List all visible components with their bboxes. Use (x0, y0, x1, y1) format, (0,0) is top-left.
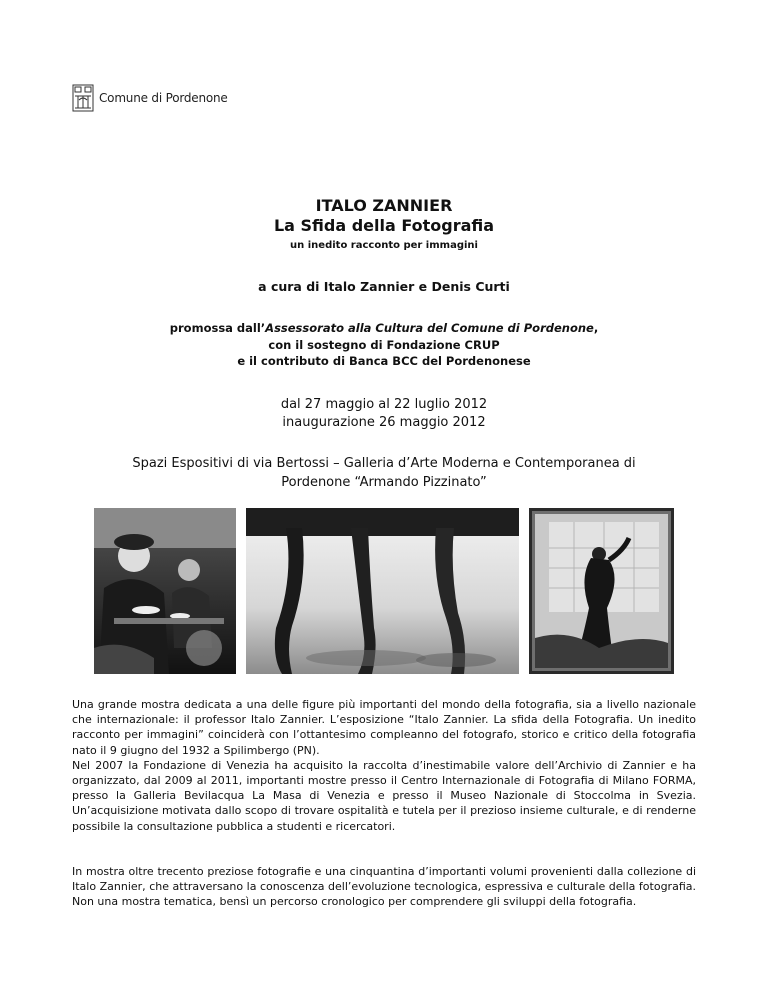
photo-strip (94, 508, 674, 674)
exhibition-title: La Sfida della Fotografia (273, 216, 495, 235)
exhibition-artist: ITALO ZANNIER (315, 196, 453, 215)
content-paragraph-text: In mostra oltre trecento preziose fotografie e una cinquantina d’importanti volumi provenienti dalla collezione di Italo Zannier, che attraversano la conoscenza dell’evoluzione tecnologica, espressiva e culturale della fotografia. Non una mostra tematica, bensì un percorso cronologico per comprendere gli sviluppi della fotografia. (72, 865, 696, 909)
venue-block (0, 455, 768, 492)
city-seal-icon (72, 84, 94, 112)
photo-horse-legs (246, 508, 519, 674)
logo-text: Comune di Pordenone (99, 91, 228, 105)
promotion-assessorato: Assessorato alla Cultura del Comune di Pordenone (265, 321, 594, 335)
venue-line-1: Spazi Espositivi di via Bertossi – Galleria d’Arte Moderna e Contemporanea di (132, 456, 636, 471)
curators: a cura di Italo Zannier e Denis Curti (258, 279, 510, 294)
photo-cafe-figures (94, 508, 236, 674)
opening-date: inaugurazione 26 maggio 2012 (282, 415, 486, 430)
intro-paragraph (72, 697, 696, 834)
exhibition-dates: dal 27 maggio al 22 luglio 2012 (280, 397, 488, 412)
promotion-block (0, 320, 768, 370)
intro-paragraph-part-1: Una grande mostra dedicata a una delle figure più importanti del mondo della fotografia, sia a livello nazionale che internazionale: il professor Italo Zannier. L’esposizione “Italo Zannier. La sfida della Fotografia. Un inedito racconto per immagini” coinciderà con l’ottantesimo compleanno del fotografo, storico e critico della fotografia nato il 9 giugno del 1932 a Spilimbergo (PN). (72, 698, 696, 757)
intro-paragraph-part-2: Nel 2007 la Fondazione di Venezia ha acquisito la raccolta d’inestimabile valore dell’Archivio di Zannier e ha organizzato, dal 2009 al 2011, importanti mostre presso il Centro Internazionale di Fotografia di Milano FORMA, presso la Galleria Bevilacqua La Masa di Venezia e presso il Museo Nazionale di Stoccolma in Svezia. Un’acquisizione motivata dallo scopo di trovare ospitalità e tutela per il prezioso insieme culturale, e di renderne possibile la consultazione pubblica a studenti e ricercatori. (72, 758, 696, 833)
promotion-line-1 (0, 320, 768, 337)
promotion-line-3: e il contributo di Banca BCC del Pordenonese (237, 354, 531, 368)
dates-block (0, 396, 768, 432)
photo-figure-wall (529, 508, 674, 674)
promotion-line-2: con il sostegno di Fondazione CRUP (268, 337, 500, 352)
comune-logo (72, 84, 228, 112)
content-paragraph (72, 864, 696, 910)
promotion-suffix: , (593, 321, 599, 335)
venue-line-2: Pordenone “Armando Pizzinato” (281, 474, 487, 490)
promotion-prefix: promossa dall’ (169, 321, 266, 335)
exhibition-subtitle: un inedito racconto per immagini (290, 240, 478, 251)
